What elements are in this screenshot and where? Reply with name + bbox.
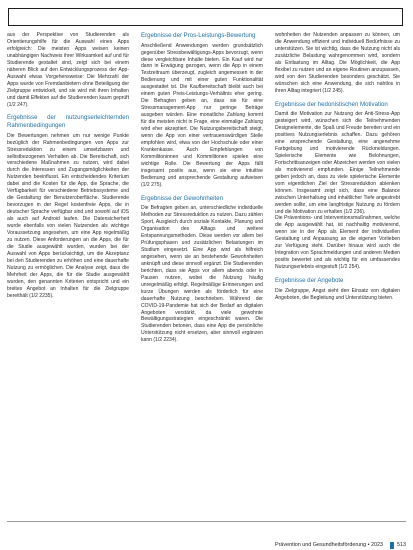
section-heading: Ergebnisse der Pros-Leistungs-Bewertung: [141, 32, 256, 39]
footer-rule: [7, 521, 406, 522]
section-heading: Ergebnisse der Gewohnheiten: [141, 194, 223, 202]
body-paragraph: Die Präventions- und Interventionsmaßnahmen, welche die App ausgewählt hat, ist nachhaltig motivierend, wenn sie in der App als Element der individuellen Gestaltung und Anpassung an die eigenen Vorlieben zur Verfügung steht. Darüber hinaus wird auch die Integration von Sprachmeldungen und anderen Medien positiv bewertet und als wichtig für ein umfassendes Nutzungserlebnis eingestuft (1/2 254).: [275, 215, 400, 271]
section-heading: Ergebnisse der nutzungserleichternden Rahmenbedingungen: [7, 114, 129, 130]
body-paragraph: Anschließend Anwendungen werden grundsätzlich gegenüber Stressbewältigungs-Apps bevorzugt, wenn diese vergleichbare Inhalte bieten. Ein Kauf wird nur dann in Erwägung gezogen, wenn die App in einem Testzeitraum überzeugt, zugleich angemessen in der Bedienung und mit einer guten Funktionalität ausgestattet ist. Die Kaufbereitschaft bleibt auch bei einem guten Preis-Leistungs-Verhältnis eher gering. Die Befragten geben an, dass sie für eine Stressmanagement-App nur geringe Beträge ausgeben würden. Eine monatliche Zahlung kommt für die meisten nicht in Frage, eine einmalige Zahlung wird eher akzeptiert. Die Nutzungsbereitschaft steigt, wenn die App von einer vertrauenswürdigen Stelle empfohlen wird, etwa von der Hochschule oder einer Krankenkasse. Auch Empfehlungen von Kommilitoninnen und Kommilitonen spielen eine wichtige Rolle. Die Bewertung der Apps fällt insgesamt positiv aus, wenn sie eine intuitive Bedienung und ansprechende Gestaltung aufweisen (1/2 275).: [141, 42, 263, 188]
footer-divider: [390, 542, 394, 549]
body-paragraph: wohnheiten der Nutzenden anpassen zu können, um die Anwendung effizient und individuell Bedürfnisse zu unterstützen. Sie ist wichtig, dass die Nutzung nicht als zusätzliche Belastung wahrgenommen wird, sondern als Entlastung im Alltag. Die Möglichkeit, die App flexibel zu nutzen und an eigene Routinen anzupassen, wird von den Studierenden besonders geschätzt. Sie wünschen sich eine Anwendung, die sich nahtlos in ihren Alltag integriert (1/2 245).: [275, 32, 400, 94]
page-number: 513: [397, 542, 406, 548]
journal-name: Prävention und Gesundheitsförderung • 2023: [275, 542, 383, 548]
body-paragraph: Die Befragten geben an, unterschiedliche individuelle Methoden zur Stressreduktion zu nutzen. Dazu zählen Sport, Ausgleich durch soziale Kontakte, Planung und Organisation des Alltags und weitere Entspannungsmethoden. Diese werden vor allem bei Prüfungsphasen und zusätzlichen Belastungen im Studium eingesetzt. Eine App wird als hilfreich angesehen, wenn sie an bestehende Gewohnheiten anknüpft und diese sinnvoll ergänzt. Die Studierenden berichten, dass sie Apps vor allem abends oder in Pausen nutzen, wobei die Nutzung häufig unregelmäßig erfolgt. Regelmäßige Erinnerungen und kurze Übungen werden als förderlich für eine dauerhafte Nutzung beschrieben. Während der COVID-19-Pandemie hat sich der Bedarf an digitalen Angeboten verstärkt, da viele gewohnte Bewältigungsstrategien eingeschränkt waren. Die Studierenden betonen, dass eine App die persönliche Unterstützung nicht ersetzen, aber sinnvoll ergänzen kann (1/2 2234).: [141, 205, 263, 344]
text-column-3: [275, 32, 400, 302]
body-paragraph: Die Zielgruppe, Angst sieht den Einsatz von digitalen Angeboten, die Begleitung und Unterstützung bieten.: [275, 287, 400, 301]
section-heading: Ergebnisse der Angebote: [275, 277, 344, 285]
section-heading: Ergebnisse der hedonistischen Motivation: [275, 100, 388, 108]
body-paragraph: Die Bewertungen nehmen um nur wenige Punkte bezüglich der Rahmenbedingungen von Apps zur Stressreduktion zu einem umsetzbaren und selbstbezogenen Verhalten ab. Die Bereitschaft, sich verschiedene Maßnahmen zu nutzen, wird dabei durch die Interessen und Zugangsmöglichkeiten der Nutzenden beeinflusst. Ein entscheidendes Kriterium dabei sind die Kosten für die App, die Sprache, die Verfügbarkeit für verschiedene Betriebssysteme und die Gestaltung der Benutzeroberfläche. Studierende bevorzugen in der Regel kostenfreie Apps, die in deutscher Sprache verfügbar sind und sowohl auf iOS als auch auf Android laufen. Die Datensicherheit wurde ebenfalls von vielen Nutzenden als wichtige Voraussetzung angesehen, um eine App regelmäßig zu nutzen. Diese Anforderungen an die Apps, die für die Studie ausgewählt wurden, wurden bei der Auswahl von Apps berücksichtigt, um die Akzeptanz bei den Studierenden zu erhöhen und eine dauerhafte Nutzung zu ermöglichen. Die Analyse zeigt, dass die Mehrheit der Apps, die für die Studie ausgewählt wurden, den genannten Kriterien entspricht und ein breites Angebot an Inhalten für die Zielgruppe bereithält (1/2 2235).: [7, 132, 129, 299]
footer: [275, 540, 406, 550]
text-column-1: [7, 32, 129, 300]
body-paragraph: aus der Perspektive von Studierenden als Orientierungshilfe für die Auswahl eines Apps erfolgreich: Die meisten Apps weisen keinen unabhängigen Nachweis ihrer Wirksamkeit auf und für Studierende gestaltet sind, zeigt sich bei einem näheren Blick auf den Entwicklungsprozess der App-Auswahl etwas Vorgehensweise: Die Mehrzahl der Apps wurde von Fremdanbietern ohne Beteiligung der Zielgruppe entwickelt, und sie wird mit ihren Inhalten und damit Effekten auf die Studierenden kaum geprüft (1/2 247).: [7, 32, 129, 108]
text-column-2: [141, 32, 263, 344]
header-frame: [8, 8, 403, 26]
body-paragraph: Damit die Motivation zur Nutzung der Anti-Stress-App gesteigert wird, wünschen sich die Teilnehmenden Designelemente, die Spaß und Freude bereiten und ein positives Nutzungserlebnis schaffen. Dazu gehören eine ansprechende Gestaltung, eine angenehme Farbgebung und motivierende Rückmeldungen. Spielerische Elemente wie Belohnungen, Fortschrittsanzeigen oder Abzeichen werden von vielen als motivierend empfunden. Einige Teilnehmende geben jedoch an, dass zu viele spielerische Elemente vom eigentlichen Ziel der Stressreduktion ablenken können. Insgesamt zeigt sich, dass eine Balance zwischen Unterhaltung und inhaltlicher Tiefe angestrebt werden sollte, um eine langfristige Nutzung zu fördern und die Motivation zu erhalten (1/2 236).: [275, 111, 400, 215]
